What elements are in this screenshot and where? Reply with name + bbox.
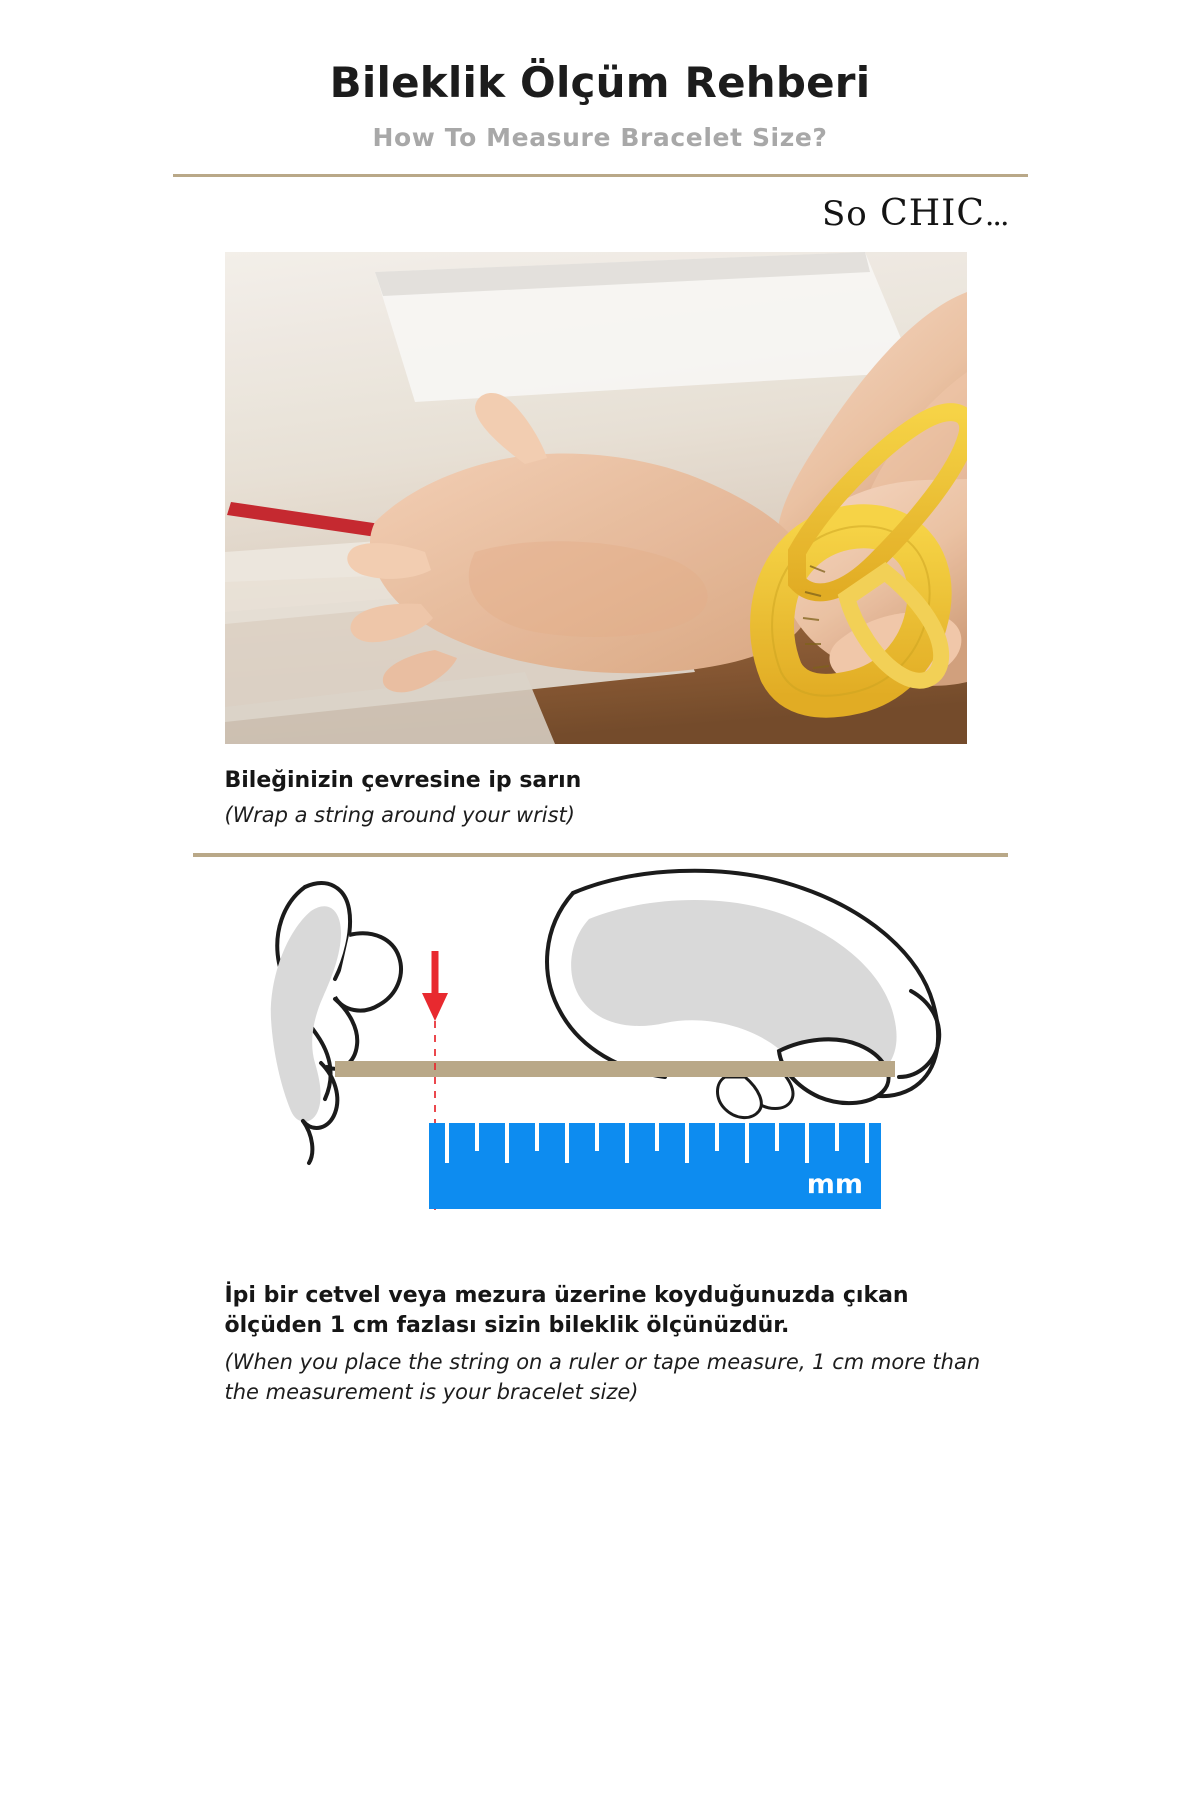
ruler-measurement-diagram <box>73 863 1128 1263</box>
brand-logo-dots: ... <box>984 198 1008 233</box>
ruler-unit-label: mm <box>806 1169 863 1200</box>
step2-caption-en: (When you place the string on a ruler or tape measure, 1 cm more than the measurement is your bracelet size) <box>224 1350 981 1404</box>
ruler <box>429 1123 881 1209</box>
brand-logo-chic: CHIC <box>880 193 985 234</box>
page-subtitle: How To Measure Bracelet Size? <box>372 123 828 152</box>
page-title: Bileklik Ölçüm Rehberi <box>329 58 871 107</box>
step2-caption-tr: İpi bir cetvel veya mezura üzerine koyduğunuzda çıkan ölçüden 1 cm fazlası sizin bileklik ölçünüzdür. <box>224 1283 909 1338</box>
document-page <box>73 0 1128 1407</box>
divider-middle <box>193 853 1008 857</box>
brand-logo-so: So <box>821 194 868 234</box>
wrist-measurement-photo <box>225 252 967 744</box>
step1-caption-tr: Bileğinizin çevresine ip sarın <box>224 768 582 793</box>
brand-logo <box>73 193 1128 234</box>
string-bar <box>335 1061 895 1077</box>
step1-caption-en: (Wrap a string around your wrist) <box>224 803 575 827</box>
left-hand-illustration <box>270 883 400 1163</box>
right-hand-illustration <box>547 871 939 1118</box>
divider-top <box>173 174 1028 177</box>
